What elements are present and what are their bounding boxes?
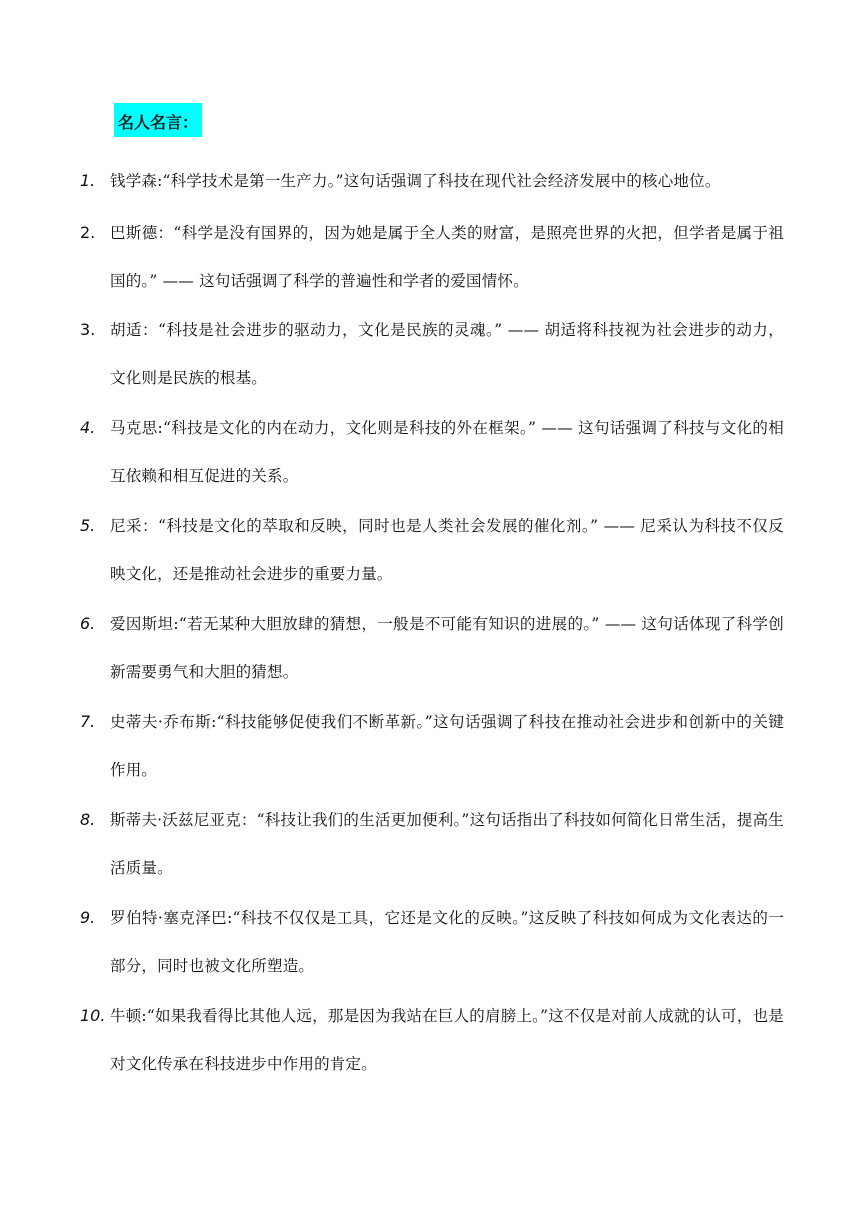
- quote-text: 尼采：“科技是文化的萃取和反映，同时也是人类社会发展的催化剂。” —— 尼采认为科技不仅反映文化，还是推动社会进步的重要力量。: [110, 517, 784, 583]
- quote-number: 2.: [80, 223, 96, 242]
- quote-text: 巴斯德：“科学是没有国界的，因为她是属于全人类的财富，是照亮世界的火把，但学者是属于祖国的。” —— 这句话强调了科学的普遍性和学者的爱国情怀。: [110, 224, 784, 290]
- quote-number: 8.: [80, 810, 96, 829]
- quote-text: 斯蒂夫·沃兹尼亚克：“科技让我们的生活更加便利。”这句话指出了科技如何简化日常生活，提高生活质量。: [110, 811, 784, 877]
- quote-number: 1.: [80, 171, 96, 190]
- quote-text: 罗伯特·塞克泽巴:“科技不仅仅是工具，它还是文化的反映。”这反映了科技如何成为文化表达的一部分，同时也被文化所塑造。: [110, 909, 784, 975]
- section-heading: 名人名言：: [114, 103, 202, 137]
- quote-text: 钱学森:“科学技术是第一生产力。”这句话强调了科技在现代社会经济发展中的核心地位。: [110, 172, 721, 190]
- quote-number: 6.: [80, 614, 96, 633]
- quote-text: 爱因斯坦:“若无某种大胆放肆的猜想，一般是不可能有知识的进展的。” —— 这句话体现了科学创新需要勇气和大胆的猜想。: [110, 615, 784, 681]
- quote-number: 9.: [80, 908, 96, 927]
- quote-number: 4.: [80, 418, 96, 437]
- quote-number: 5.: [80, 516, 96, 535]
- quote-text: 史蒂夫·乔布斯:“科技能够促使我们不断革新。”这句话强调了科技在推动社会进步和创新中的关键作用。: [110, 713, 784, 779]
- quote-number: 7.: [80, 712, 96, 731]
- quote-text: 马克思:“科技是文化的内在动力，文化则是科技的外在框架。” —— 这句话强调了科技与文化的相互依赖和相互促进的关系。: [110, 419, 784, 485]
- quote-text: 牛顿:“如果我看得比其他人远，那是因为我站在巨人的肩膀上。”这不仅是对前人成就的认可，也是对文化传承在科技进步中作用的肯定。: [110, 1007, 784, 1073]
- quote-number: 10.: [80, 1006, 106, 1025]
- quote-number: 3.: [80, 320, 96, 339]
- quote-text: 胡适：“科技是社会进步的驱动力，文化是民族的灵魂。” —— 胡适将科技视为社会进步的动力，文化则是民族的根基。: [110, 321, 784, 387]
